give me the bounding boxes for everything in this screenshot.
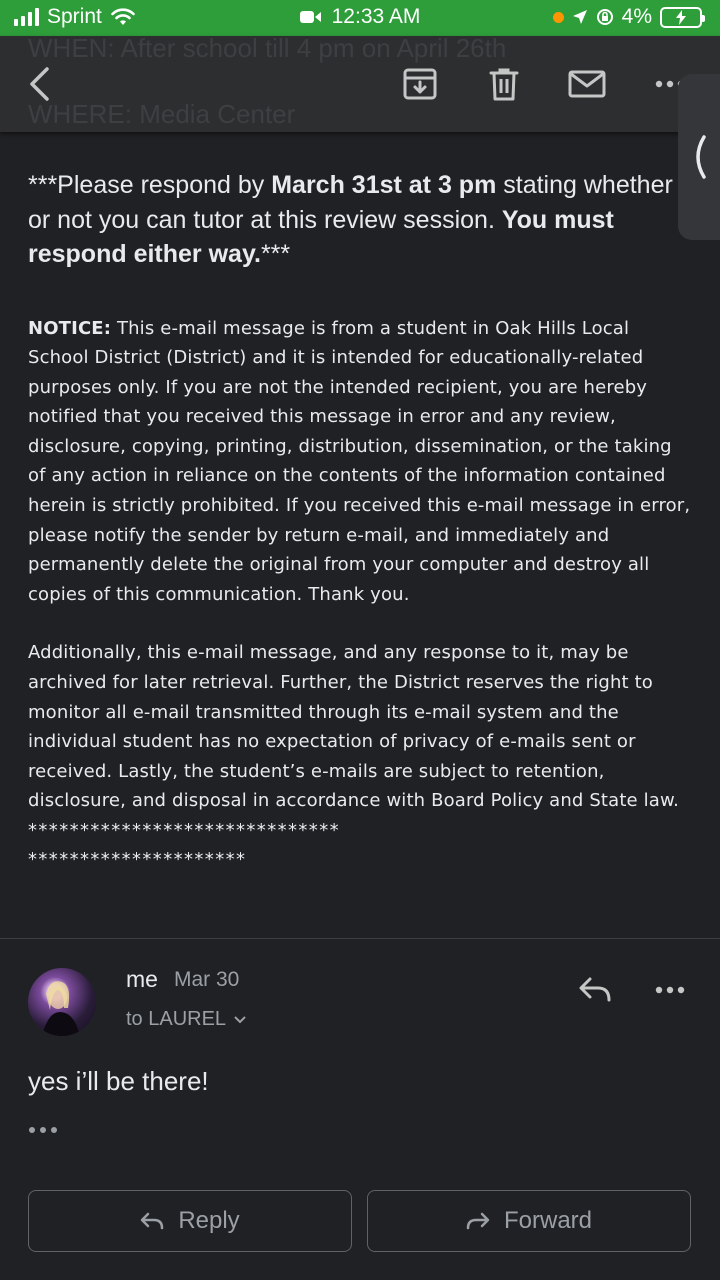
stars-line: ******************************: [28, 820, 340, 841]
location-arrow-icon: [572, 9, 588, 25]
battery-icon: [660, 7, 702, 28]
recipients-toggle[interactable]: [126, 1008, 246, 1031]
thread-divider: [0, 938, 720, 939]
ellipsis-icon: [28, 1126, 60, 1134]
more-horizontal-icon: [655, 986, 685, 994]
charging-bolt-icon: [675, 10, 687, 25]
forward-button-label: Forward: [503, 1207, 593, 1234]
message-more-button[interactable]: [648, 970, 692, 1010]
respond-suffix: ***: [260, 240, 291, 268]
archive-icon: [403, 68, 437, 100]
video-camera-icon: [300, 10, 322, 24]
mic-indicator-icon: [553, 12, 564, 23]
ghost-where-line: WHERE: Media Center: [28, 99, 296, 129]
back-arrow-icon: [27, 66, 53, 102]
additional-paragraph: Additionally, this e-mail message, and any response to it, may be archived for later retrieval. Further, the District reserves the right to monitor all e-mail transmitted through its e-mail system and the individual student has no expectation of privacy of e-mails sent or received. Lastly, the student’s e-mails are subject to retention, disclosure, and disposal in accordance with Board Policy and State law.: [28, 642, 680, 812]
respond-prefix: ***Please respond by: [28, 171, 272, 199]
chevron-down-icon: [234, 1016, 246, 1024]
respond-bold: You must respond either way.: [28, 205, 614, 268]
carrier-name: Sprint: [47, 5, 102, 28]
forward-button[interactable]: [367, 1190, 691, 1252]
avatar-photo-icon: [28, 968, 96, 1036]
show-trimmed-content-button[interactable]: [28, 1120, 64, 1140]
quick-reply-button[interactable]: [574, 968, 616, 1010]
clock: 12:33 AM: [331, 5, 421, 28]
recipient-label: to LAUREL: [126, 1008, 227, 1030]
respond-request: [28, 168, 692, 272]
respond-date: March 31st at 3 pm: [271, 171, 497, 199]
notice-paragraph: [28, 314, 692, 610]
avatar[interactable]: [28, 968, 96, 1036]
reply-arrow-icon: [578, 976, 612, 1002]
delete-button[interactable]: [482, 62, 526, 106]
notice-text: This e-mail message is from a student in Oak Hills Local School District (District) and it is intended for educationally-related purposes only. If you are not the intended recipient, you are hereby notified that you received this message in error and any review, disclosure, copying, printing, distribution, dissemination, or the taking of any action in reliance on the contents of the information contained herein is strictly prohibited. If you received this e-mail message in error, please notify the sender by return e-mail, and immediately and permanently delete the original from your computer and destroy all copies of this communication. Thank you.: [28, 317, 691, 605]
chevron-left-icon: [690, 133, 708, 181]
notice-label: NOTICE:: [28, 317, 112, 339]
respond-mid: stating whether or not you can tutor at this review session.: [28, 171, 673, 234]
status-right: [553, 5, 702, 29]
forward-arrow-icon: [466, 1212, 490, 1230]
ghost-when-line: WHEN: After school till 4 pm on April 26th: [28, 36, 507, 63]
message-date: Mar 30: [174, 968, 240, 991]
reply-button-label: Reply: [178, 1207, 240, 1234]
trash-icon: [489, 67, 519, 101]
message-body: [28, 168, 692, 874]
rotation-lock-icon: [596, 8, 614, 26]
back-button[interactable]: [18, 62, 62, 106]
stars-line: *********************: [28, 849, 247, 870]
reply-arrow-icon: [140, 1212, 164, 1230]
mail-icon: [568, 70, 606, 98]
status-bar: [0, 0, 720, 36]
mark-unread-button[interactable]: [565, 62, 609, 106]
sender-name: me: [126, 966, 158, 992]
reply-button[interactable]: [28, 1190, 352, 1252]
archive-button[interactable]: [398, 62, 442, 106]
reply-body: yes i’ll be there!: [28, 1066, 209, 1096]
email-toolbar: [0, 36, 720, 132]
battery-percent: 4%: [621, 5, 652, 28]
